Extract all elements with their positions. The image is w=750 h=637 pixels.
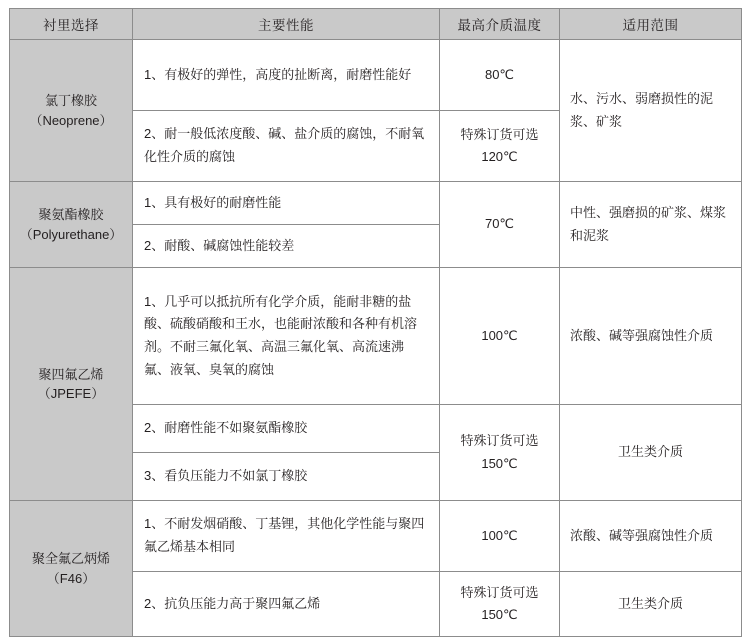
temperature-cell: 80℃ xyxy=(440,40,560,111)
table-row xyxy=(10,40,742,111)
scope-cell: 卫生类介质 xyxy=(560,405,742,501)
material-name-line2: （F46） xyxy=(46,570,96,586)
temperature-cell xyxy=(440,405,560,501)
material-name-line2: （JPEFE） xyxy=(37,386,105,401)
temperature-value: 150℃ xyxy=(481,607,518,622)
material-name-ptfe xyxy=(10,268,133,501)
temperature-cell xyxy=(440,572,560,637)
table-row xyxy=(10,268,742,405)
scope-cell: 水、污水、弱磨损性的泥浆、矿浆 xyxy=(560,40,742,182)
scope-cell: 浓酸、碱等强腐蚀性介质 xyxy=(560,268,742,405)
property-cell: 1、不耐发烟硝酸、丁基锂，其他化学性能与聚四氟乙烯基本相同 xyxy=(133,501,440,572)
scope-cell: 卫生类介质 xyxy=(560,572,742,637)
material-name-line1: 聚四氟乙烯 xyxy=(38,366,104,382)
material-name-line1: 聚氨酯橡胶 xyxy=(38,207,104,222)
lining-selection-table xyxy=(9,8,742,637)
property-cell: 2、耐磨性能不如聚氨酯橡胶 xyxy=(133,405,440,453)
scope-cell: 浓酸、碱等强腐蚀性介质 xyxy=(560,501,742,572)
temperature-value: 120℃ xyxy=(481,149,518,164)
material-name-polyurethane xyxy=(10,182,133,268)
property-cell: 2、抗负压能力高于聚四氟乙烯 xyxy=(133,572,440,637)
temperature-cell: 100℃ xyxy=(440,501,560,572)
table-header-row xyxy=(10,9,742,40)
temperature-cell xyxy=(440,111,560,182)
header-application-scope: 适用范围 xyxy=(560,9,742,40)
property-cell: 1、几乎可以抵抗所有化学介质，能耐非糖的盐酸、硫酸硝酸和王水，也能耐浓酸和各种有机溶剂。不耐三氟化氧、高温三氟化氧、高流速沸氟、液氧、臭氧的腐蚀 xyxy=(133,268,440,405)
temperature-note: 特殊订货可选 xyxy=(460,126,539,142)
property-cell: 1、有极好的弹性，高度的扯断离，耐磨性能好 xyxy=(133,40,440,111)
material-name-line1: 聚全氟乙炳烯 xyxy=(31,551,110,566)
property-cell: 2、耐一般低浓度酸、碱、盐介质的腐蚀，不耐氧化性介质的腐蚀 xyxy=(133,111,440,182)
temperature-value: 150℃ xyxy=(481,455,518,471)
property-cell: 2、耐酸、碱腐蚀性能较差 xyxy=(133,225,440,268)
header-max-medium-temperature: 最高介质温度 xyxy=(440,9,560,40)
header-main-properties: 主要性能 xyxy=(133,9,440,40)
property-cell: 1、具有极好的耐磨性能 xyxy=(133,182,440,225)
property-cell: 3、看负压能力不如氯丁橡胶 xyxy=(133,453,440,501)
material-name-line2: （Polyurethane） xyxy=(19,226,123,242)
temperature-note: 特殊订货可选 xyxy=(460,433,539,449)
material-name-neoprene xyxy=(10,40,133,182)
temperature-note: 特殊订货可选 xyxy=(460,584,539,600)
material-name-f46 xyxy=(10,501,133,637)
temperature-cell: 70℃ xyxy=(440,182,560,268)
header-lining-selection: 衬里选择 xyxy=(10,9,133,40)
material-name-line2: （Neoprene） xyxy=(29,112,113,128)
table-row xyxy=(10,501,742,572)
temperature-cell: 100℃ xyxy=(440,268,560,405)
scope-cell: 中性、强磨损的矿浆、煤浆和泥浆 xyxy=(560,182,742,268)
table-row xyxy=(10,182,742,225)
material-name-line1: 氯丁橡胶 xyxy=(44,93,97,108)
